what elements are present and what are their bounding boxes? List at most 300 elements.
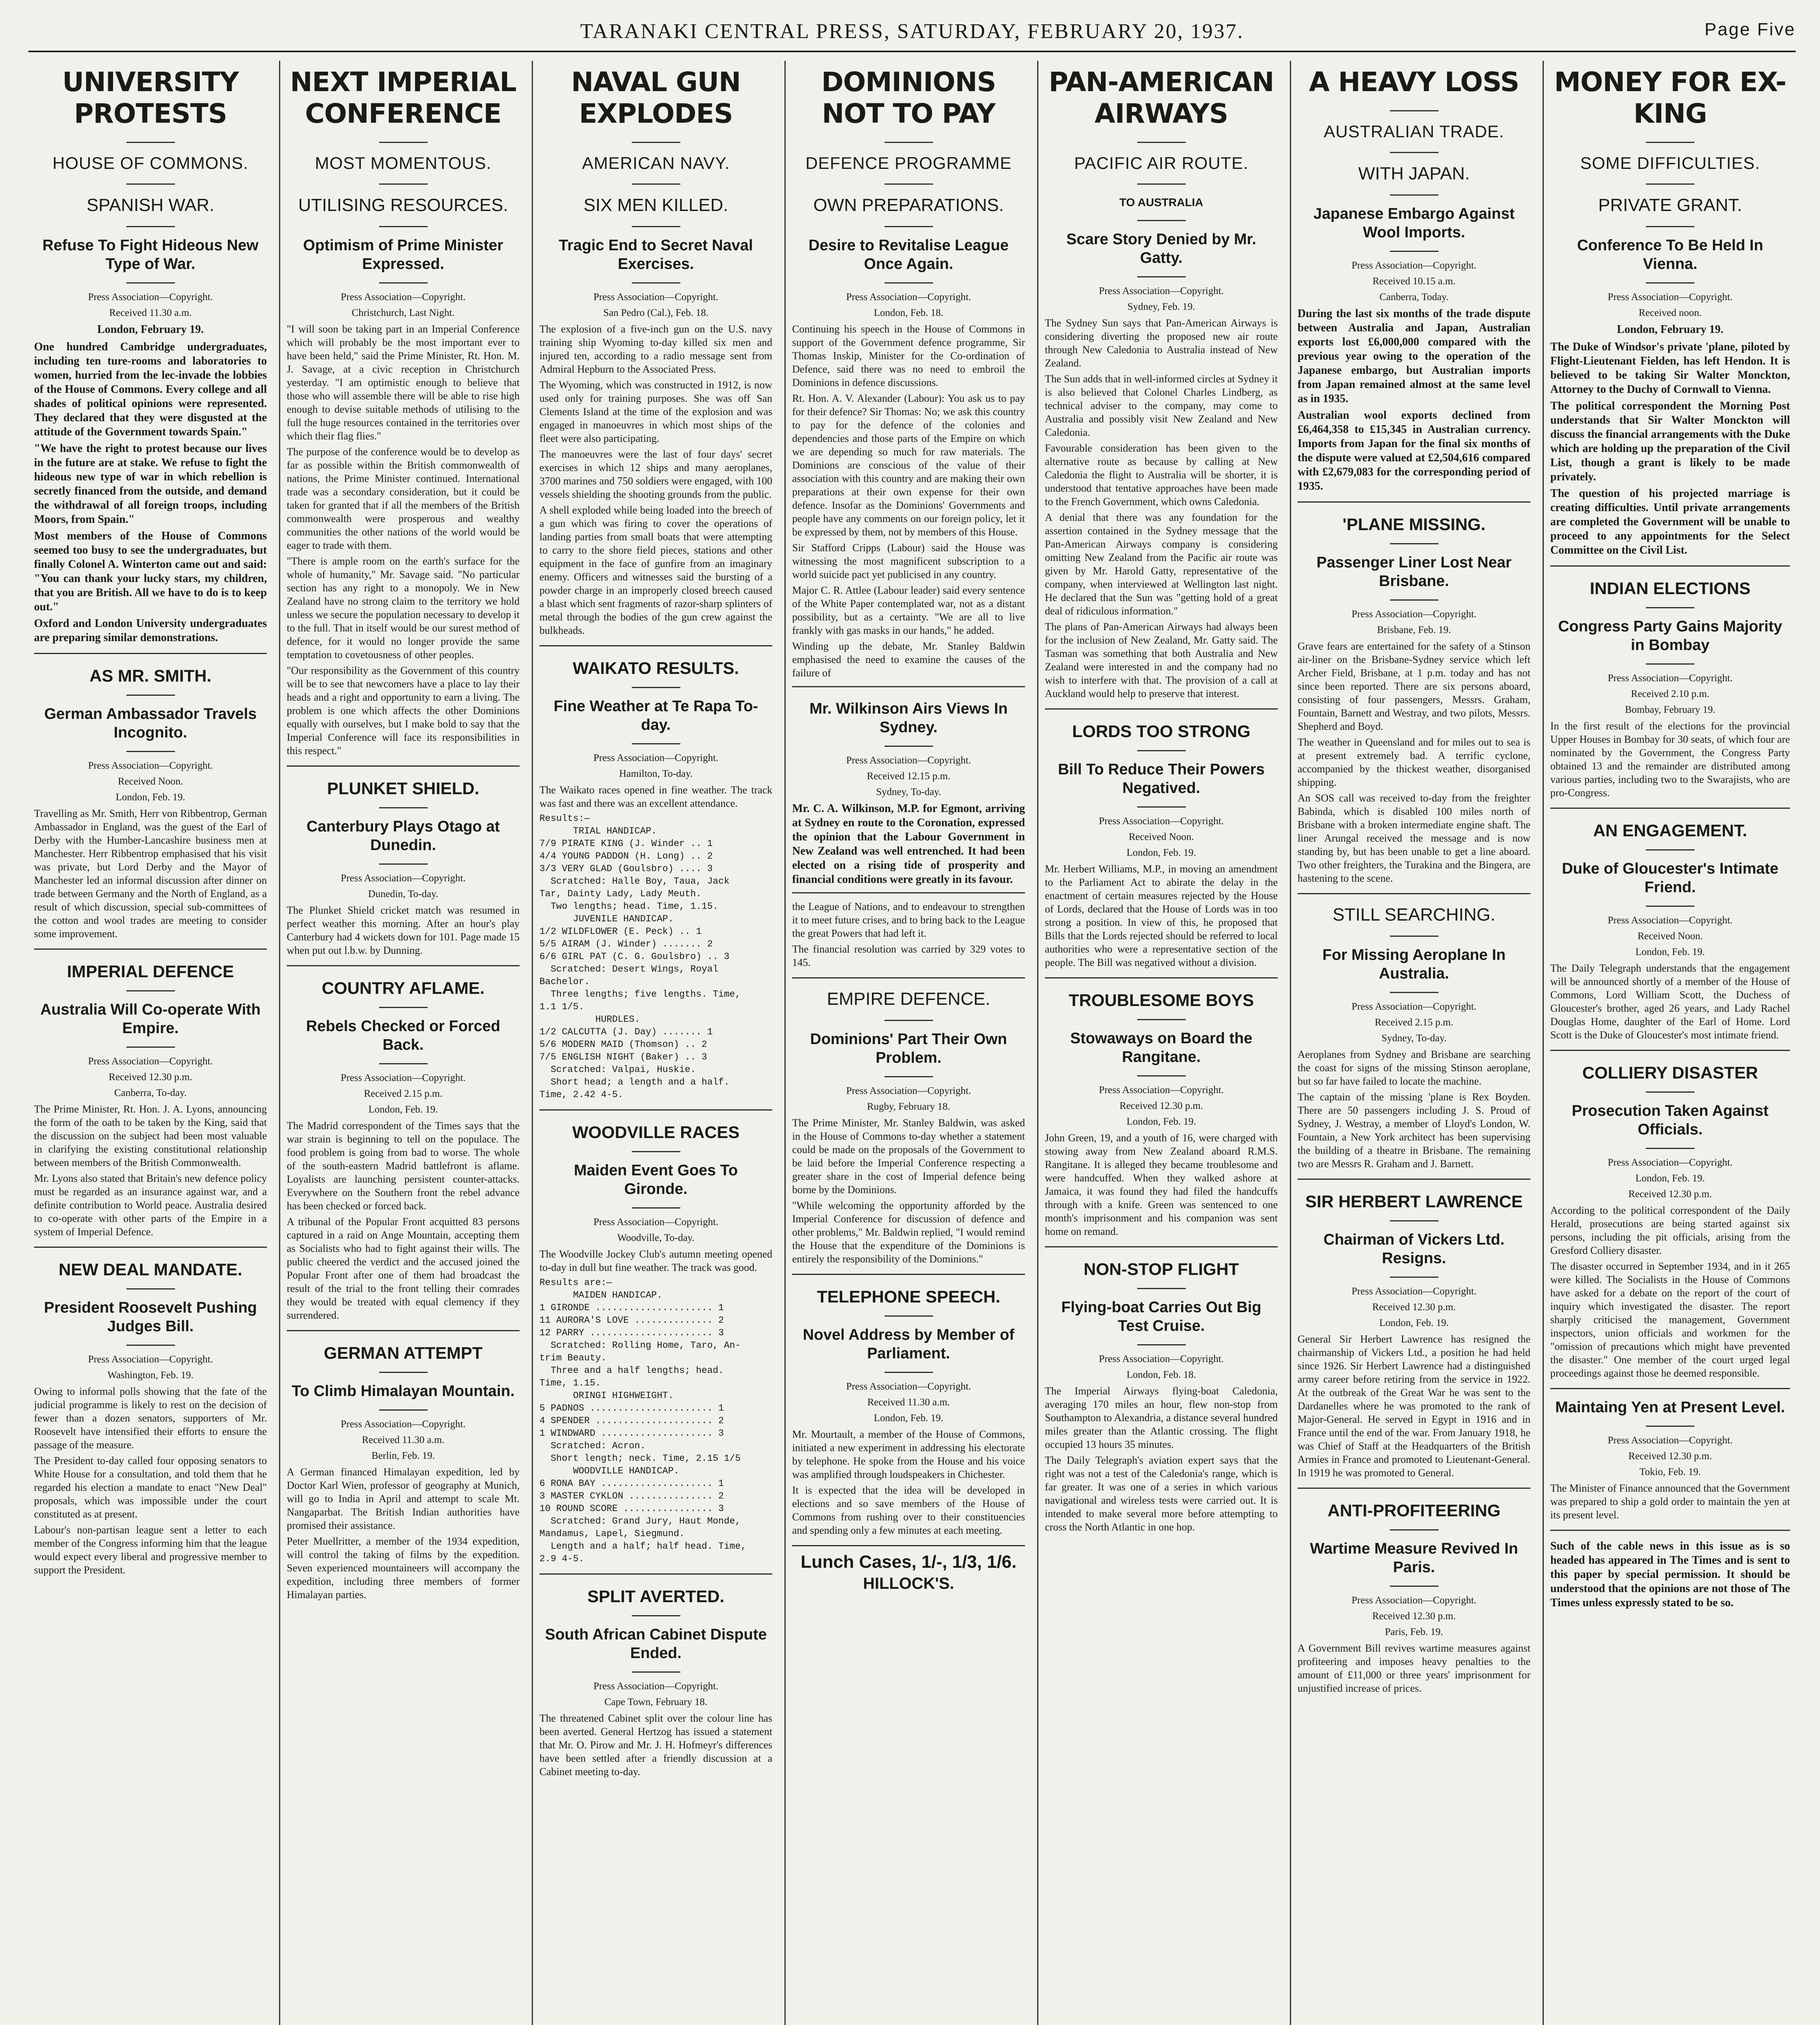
divider xyxy=(1646,183,1694,185)
deck: Stowaways on Board the Rangitane. xyxy=(1070,1030,1253,1066)
divider xyxy=(1137,276,1186,277)
dateline: London, Feb. 19. xyxy=(1126,847,1196,858)
credit: Press Association—Copyright. xyxy=(1351,1286,1477,1297)
column-rule xyxy=(1037,61,1038,2025)
article-text: Oxford and London University undergraduates are preparing similar demonstrations. xyxy=(34,617,267,644)
article-text: The Imperial Airways flying-boat Caledonia, averaging 170 miles an hour, flew non-stop from Southampton to Alexandria, a distance several hundred miles greater than the Atlantic crossing. The flight occupied 13 hours 35 minutes. xyxy=(1045,1385,1278,1450)
article-text: Favourable consideration has been given to the alternative route as because by calling at New Caledonia the flight to Australia will be shorter, it is understood that tentative approaches have been made to the French Government, which owns Caledonia. xyxy=(1045,442,1278,507)
section-heading: EMPIRE DEFENCE. xyxy=(827,989,991,1009)
divider xyxy=(884,226,933,227)
section-heading: NON-STOP FLIGHT xyxy=(1083,1260,1239,1279)
article-text: A Government Bill revives wartime measures against profiteering and imposes heavy penalties to the amount of £11,000 or three years' imprisonment for unjustified increase of prices. xyxy=(1298,1642,1530,1694)
credit: Press Association—Copyright. xyxy=(1099,1354,1224,1364)
divider xyxy=(1646,849,1694,850)
article-text: The Daily Telegraph's aviation expert says that the right was not a test of the Caledonia's range, which is far greater. It was one of a series in which various navigational and wireless tests were carried out. It is intended to make several more before attempting to cross the North Atlantic in one hop. xyxy=(1045,1454,1278,1533)
divider xyxy=(1390,152,1439,153)
article-text: Sir Stafford Cripps (Labour) said the House was witnessing the most magnificent subscription to a world suicide pact yet publicised in any country. xyxy=(792,542,1025,580)
divider xyxy=(632,1207,680,1209)
divider xyxy=(632,1151,680,1152)
divider xyxy=(632,743,680,744)
article-text: Mr. Mourtault, a member of the House of Commons, initiated a new experiment in addressing his electorate by telephone. He spoke from the House and his voice was amplified through loudspeakers in Chichester. xyxy=(792,1428,1025,1480)
received: Received 12.15 p.m. xyxy=(867,771,950,782)
divider xyxy=(539,1109,772,1111)
column-pan-american xyxy=(1039,61,1283,2025)
received: Received 11.30 a.m. xyxy=(867,1397,950,1408)
article-text: Mr. Herbert Williams, M.P., in moving an amendment to the Parliament Act to abirate the delay in the enactment of certain measures rejected by the House of Lords, declared that the House of Lords was in too strong a position. In view of this, he proposed that Bills that the Lords rejected should be referred to local authorities who were a representative section of the people. The Bill was negatived without a division. xyxy=(1045,863,1278,968)
masthead xyxy=(28,12,1796,52)
article-text: The manoeuvres were the last of four days' secret exercises in which 12 ships and many aeroplanes, 3700 marines and 750 soldiers were engaged, with 100 vessels shielding the shooting grounds from the public. xyxy=(539,448,772,500)
dateline: Hamilton, To-day. xyxy=(619,768,693,779)
dateline: London, Feb. 19. xyxy=(1635,946,1705,957)
section-heading: COLLIERY DISASTER xyxy=(1582,1063,1758,1082)
dateline: London, February 19. xyxy=(97,323,204,336)
divider xyxy=(1045,1246,1278,1247)
article-text: Aeroplanes from Sydney and Brisbane are searching the coast for signs of the missing Stinson aeroplane, but so far have failed to locate the machine. xyxy=(1298,1049,1530,1087)
credit: Press Association—Copyright. xyxy=(88,1354,213,1365)
article-text: "We have the right to protest because our lives in the future are at stake. We refuse to fight the hideous new type of war in which rebellion is secretly financed from the outside, and demand the withdrawal of all foreign troops, including Moors, from Spain." xyxy=(34,442,267,526)
divider xyxy=(1137,1019,1186,1020)
received: Received 11.30 a.m. xyxy=(362,1435,445,1445)
dateline: London, Feb. 19. xyxy=(368,1104,438,1115)
column-imperial-conference xyxy=(281,61,525,2025)
column-rule xyxy=(1543,61,1544,2025)
article-text: The Sun adds that in well-informed circles at Sydney it is also believed that Colonel Charles Lindberg, as technical adviser to the company, may come to Australia and possibly visit New Zealand and New Caledonia. xyxy=(1045,373,1278,438)
headline: A HEAVY LOSS xyxy=(1309,66,1519,98)
article-text: General Sir Herbert Lawrence has resigned the chairmanship of Vickers Ltd., a position he had held since 1926. Sir Herbert Lawrence had a distinguished army career before retiring from the service in 1922. At the outbreak of the Great War he was sent to the Dardanelles where he was promoted to the rank of Major-General. He served in Egypt in 1916 and in France until the end of the war. From January 1918, he was Chief of Staff at the Headquarters of the British Armies in France and promoted to Lieutenant-General. In 1919 he was promoted to General. xyxy=(1298,1333,1530,1479)
dateline: Sydney, To-day. xyxy=(1381,1033,1447,1044)
column-rule xyxy=(1290,61,1291,2025)
headline: MONEY FOR EX-KING xyxy=(1554,66,1786,129)
divider xyxy=(884,1315,933,1317)
advertiser-name: HILLOCK'S. xyxy=(863,1575,955,1592)
credit: Press Association—Copyright. xyxy=(1351,260,1477,271)
dateline: Woodville, To-day. xyxy=(617,1232,695,1243)
received: Received Noon. xyxy=(1128,831,1194,842)
divider xyxy=(1390,599,1439,601)
credit: Press Association—Copyright. xyxy=(1607,1157,1733,1168)
subheadline: SPANISH WAR. xyxy=(86,195,215,215)
subheadline: MOST MOMENTOUS. xyxy=(315,153,492,173)
divider xyxy=(126,1345,175,1346)
divider xyxy=(1298,893,1530,894)
divider xyxy=(884,746,933,747)
section-heading: SIR HERBERT LAWRENCE xyxy=(1305,1192,1523,1211)
divider xyxy=(792,1274,1025,1275)
article-text: A shell exploded while being loaded into the breech of a gun which was firing to cover the operations of landing parties from small boats that were attempting to carry to the shore field pieces, stations and other equipment in the face of gunfire from an imaginary enemy. Officers and witnesses said the bursting of a powder charge in an improperly closed breech caused a blast which sent fragments of razor-sharp splinters of metal through the bodies of the gun crew against the bulkheads. xyxy=(539,504,772,636)
deck: Maiden Event Goes To Gironde. xyxy=(574,1162,738,1198)
received: Received 12.30 p.m. xyxy=(1628,1451,1712,1462)
divider xyxy=(1298,501,1530,503)
article-text: The Plunket Shield cricket match was resumed in perfect weather this morning. After an hour's play Canterbury had 4 wickets down for 101. Page made 15 when put out l.b.w. by Dunning. xyxy=(287,904,520,956)
divider xyxy=(379,863,428,865)
divider xyxy=(632,226,680,227)
divider xyxy=(632,1615,680,1616)
article-text: Grave fears are entertained for the safety of a Stinson air-liner on the Brisbane-Sydney service which left Archer Field, Brisbane, at 1 p.m. today and has not since been reported. There are six persons aboard, consisting of four passengers, Messrs. Graham, Fountain, Barnett and Westray, and two pilots, Messrs. Shepherd and Boyd. xyxy=(1298,640,1530,732)
divider xyxy=(1646,282,1694,284)
received: Received 12.30 p.m. xyxy=(109,1072,192,1083)
received: Received Noon. xyxy=(1637,931,1703,942)
subheadline: SIX MEN KILLED. xyxy=(583,195,728,215)
deck: Fine Weather at Te Rapa To-day. xyxy=(554,698,758,733)
dateline: Sydney, Feb. 19. xyxy=(1127,301,1196,312)
divider xyxy=(1137,142,1186,143)
article-text: The Prime Minister, Rt. Hon. J. A. Lyons, announcing the form of the oath to be taken by the King, said that the discussion on the subject had been most valuable in clarifying the existing constitutional relationship between members of the British Commonwealth. xyxy=(34,1103,267,1168)
subheadline: UTILISING RESOURCES. xyxy=(298,195,508,215)
headline: UNIVERSITY PROTESTS xyxy=(62,66,239,129)
divider xyxy=(1137,806,1186,808)
article-text: Winding up the debate, Mr. Stanley Baldwin emphasised the need to examine the causes of the failure of xyxy=(792,640,1025,679)
credit: Press Association—Copyright. xyxy=(593,1681,718,1692)
deck: Passenger Liner Lost Near Brisbane. xyxy=(1316,554,1512,590)
deck: Refuse To Fight Hideous New Type of War. xyxy=(42,237,259,273)
credit: Press Association—Copyright. xyxy=(593,292,718,303)
divider xyxy=(884,1372,933,1373)
divider xyxy=(884,1020,933,1021)
divider xyxy=(792,977,1025,978)
deck: Wartime Measure Revived In Paris. xyxy=(1310,1540,1518,1576)
article-text: The explosion of a five-inch gun on the U.S. navy training ship Wyoming to-day killed six men and injured ten, according to a radio message sent from Admiral Hepburn to the Associated Press. xyxy=(539,323,772,375)
article-text: The Waikato races opened in fine weather. The track was fast and there was an excellent attendance. xyxy=(539,784,772,809)
divider xyxy=(1646,1091,1694,1093)
dateline: London, February 19. xyxy=(1617,323,1724,336)
article-text: It is expected that the idea will be developed in elections and so save members of the House of Commons from rushing over to their constituencies and spending only a few minutes at each meeting. xyxy=(792,1484,1025,1536)
credit: Press Association—Copyright. xyxy=(88,1056,213,1067)
section-heading: STILL SEARCHING. xyxy=(1332,905,1496,925)
deck: Desire to Revitalise League Once Again. xyxy=(808,237,1009,273)
credit: Press Association—Copyright. xyxy=(593,752,718,763)
article-text: The Duke of Windsor's private 'plane, piloted by Flight-Lieutenant Fielden, has left Hendon. It is believed to be taking Sir Walter Monckton, Attorney to the Duchy of Cornwall to Vienna. xyxy=(1550,341,1790,396)
divider xyxy=(287,965,520,966)
article-text: The purpose of the conference would be to develop as far as possible within the British commonwealth of nations, the Prime Minister continued. International trade was a secondary consideration, but it could be taken for granted that if all the members of the British commonwealth were prosperous and wealthy communities the other nations of the world would be eager to trade with them. xyxy=(287,446,520,551)
subheadline: TO AUSTRALIA xyxy=(1119,196,1203,209)
credit: Press Association—Copyright. xyxy=(1607,673,1733,684)
received: Received 11.30 a.m. xyxy=(109,307,192,318)
divider xyxy=(884,282,933,284)
column-rule xyxy=(279,61,280,2025)
deck: Congress Party Gains Majority in Bombay xyxy=(1558,618,1782,654)
section-heading: INDIAN ELECTIONS xyxy=(1590,579,1751,598)
article-text: Major C. R. Attlee (Labour leader) said every sentence of the White Paper contemplated war, not as a distant possibility, but as a certainty. "We are all to live frankly with gas masks in our hands," he added. xyxy=(792,584,1025,636)
dateline: London, Feb. 18. xyxy=(874,307,944,318)
divider xyxy=(1390,543,1439,544)
divider xyxy=(34,949,267,950)
dateline: Paris, Feb. 19. xyxy=(1385,1626,1443,1637)
deck: Tragic End to Secret Naval Exercises. xyxy=(558,237,753,273)
divider xyxy=(1646,1148,1694,1149)
divider xyxy=(126,142,175,143)
credit: Press Association—Copyright. xyxy=(846,755,971,766)
article-text: Most members of the House of Commons seemed too busy to see the undergraduates, but finally Colonel A. Winterton came out and said: "You can thank your lucky stars, my children, that you are British. All we have to do is to keep out." xyxy=(34,530,267,613)
divider xyxy=(1390,992,1439,993)
deck: Duke of Gloucester's Intimate Friend. xyxy=(1562,860,1779,896)
credit: Press Association—Copyright. xyxy=(1607,292,1733,303)
article-text: "While welcoming the opportunity afforded by the Imperial Conference for discussion of defence and other problems," Mr. Baldwin replied, "I would remind the House that the expenditure of the Dominions is entirely the responsibility of the Dominions." xyxy=(792,1200,1025,1265)
subheadline: OWN PREPARATIONS. xyxy=(813,195,1004,215)
divider xyxy=(1045,708,1278,710)
section-heading: SPLIT AVERTED. xyxy=(587,1587,725,1606)
divider xyxy=(126,751,175,752)
deck: Chairman of Vickers Ltd. Resigns. xyxy=(1323,1231,1505,1267)
received: Received 2.15 p.m. xyxy=(364,1088,443,1099)
article-text: The question of his projected marriage is creating difficulties. Until private arrangements are completed the Government will be unable to proceed to any appointments for the Select Committee on the Civil List. xyxy=(1550,487,1790,556)
column-money-for-ex-king xyxy=(1545,61,1796,2025)
column-naval-gun xyxy=(534,61,778,2025)
article-text: The plans of Pan-American Airways had always been for the inclusion of New Zealand, Mr. Gatty said. The Tasman was something that both Australia and New Zealand were interested in and the company had no wish to interfere with that. The provision of a call at Auckland would help to preserve that interest. xyxy=(1045,621,1278,699)
divider xyxy=(1298,1179,1530,1180)
divider xyxy=(1390,110,1439,111)
divider xyxy=(1550,1530,1790,1531)
article-text: the League of Nations, and to endeavour to strengthen it to meet future crises, and to bring back to the League the great Powers that had left it. xyxy=(792,901,1025,939)
section-heading: Maintaing Yen at Present Level. xyxy=(1555,1399,1785,1416)
divider xyxy=(379,807,428,808)
column-dominions-not-to-pay xyxy=(786,61,1031,2025)
divider xyxy=(1137,183,1186,185)
received: Received Noon. xyxy=(117,776,183,787)
divider xyxy=(1646,1426,1694,1427)
divider xyxy=(1137,220,1186,221)
received: Received 12.30 p.m. xyxy=(1628,1189,1712,1200)
deck: Optimism of Prime Minister Expressed. xyxy=(303,237,503,273)
divider xyxy=(126,183,175,185)
subheadline: AMERICAN NAVY. xyxy=(582,153,730,173)
divider xyxy=(1390,1220,1439,1221)
deck: Rebels Checked or Forced Back. xyxy=(306,1018,501,1053)
received: Received 2.15 p.m. xyxy=(1375,1017,1453,1028)
advertisement: Lunch Cases, 1/-, 1/3, 1/6. xyxy=(792,1545,1025,1572)
credit: Press Association—Copyright. xyxy=(846,292,971,303)
section-heading: COUNTRY AFLAME. xyxy=(322,978,485,998)
divider xyxy=(1045,977,1278,978)
headline: NEXT IMPERIAL CONFERENCE xyxy=(290,66,516,129)
article-text: The Minister of Finance announced that the Government was prepared to ship a gold order to maintain the yen at its present level. xyxy=(1550,1482,1790,1521)
divider xyxy=(1550,1388,1790,1389)
article-text: The weather in Queensland and for miles out to sea is at present extremely bad. A terrific cyclone, accompanied by the thickest weather, disorganised shipping. xyxy=(1298,736,1530,788)
credit: Press Association—Copyright. xyxy=(341,292,466,303)
article-text: The threatened Cabinet split over the colour line has been averted. General Hertzog has issued a statement that Mr. O. Pirow and Mr. J. H. Hofmeyr's differences have been settled after a friendly discussion at a Cabinet meeting to-day. xyxy=(539,1712,772,1778)
divider xyxy=(632,282,680,284)
article-text: Rt. Hon. A. V. Alexander (Labour): You ask us to pay for their defence? Sir Thomas: No; we ask this country to pay for the defence of the colonies and dependencies and those parts of the Empire on which we are depending so much for raw materials. The Dominions are conscious of the value of their association with this country and are making their own preparations at their own expense for their own defence. Insofar as the Dominions' Governments and people have any comments on our foreign policy, let it be expressed by them, not by members of this House. xyxy=(792,392,1025,538)
article-text: In the first result of the elections for the provincial Upper Houses in Bombay for 30 seats, of which four are nominated by the Government, the Congress Party obtained 13 and the remainder are distributed among various parties, including two to the Swarajists, who are pro-Congress. xyxy=(1550,720,1790,799)
article-text: The President to-day called four opposing senators to White House for a consultation, and told them that he regarded his election a mandate to enact "New Deal" proposals, which was impossible under the court constituted as at present. xyxy=(34,1455,267,1520)
article-text: The Prime Minister, Mr. Stanley Baldwin, was asked in the House of Commons to-day whether a statement could be made on the proposals of the Government to be laid before the Imperial Conference respecting a greater share in the cost of Imperial defence being borne by the Dominions. xyxy=(792,1117,1025,1196)
dateline: London, Feb. 19. xyxy=(874,1413,944,1424)
divider xyxy=(34,653,267,654)
credit: Press Association—Copyright. xyxy=(341,1419,466,1430)
column-heavy-loss xyxy=(1292,61,1536,2025)
deck: Novel Address by Member of Parliament. xyxy=(803,1326,1014,1362)
dateline: Tokio, Feb. 19. xyxy=(1639,1467,1701,1477)
dateline: Dunedin, To-day. xyxy=(368,889,439,900)
article-text: "Our responsibility as the Government of this country will be to see that newcomers have a place to lay their heads and a right and opportunity to earn a living. The problem is one which affects the other Dominions equally with ourselves, but I make bold to say that the Imperial Conference will face its responsibilities in this respect." xyxy=(287,665,520,757)
divider xyxy=(126,990,175,991)
dateline: Canberra, Today. xyxy=(1379,292,1449,303)
dateline: Rugby, February 18. xyxy=(867,1101,950,1112)
divider xyxy=(1298,1488,1530,1489)
section-heading: GERMAN ATTEMPT xyxy=(324,1343,483,1362)
article-text: A denial that there was any foundation for the assertion contained in the Sydney message that the Pan-American Airways company is considering omitting New Zealand from the Pacific air route was given by Mr. Harold Gatty, representative of the company, when interviewed at Wellington last night. He declared that the Sun was "getting hold of a great deal of ridiculous information." xyxy=(1045,512,1278,617)
divider xyxy=(1390,1586,1439,1587)
article-text: The Woodville Jockey Club's autumn meeting opened to-day in dull but fine weather. The track was good. xyxy=(539,1248,772,1273)
subheadline: WITH JAPAN. xyxy=(1358,164,1470,183)
deck: Prosecution Taken Against Officials. xyxy=(1572,1102,1769,1138)
section-heading: 'PLANE MISSING. xyxy=(1342,515,1486,534)
dateline: San Pedro (Cal.), Feb. 18. xyxy=(603,307,709,318)
divider xyxy=(287,1330,520,1331)
credit: Press Association—Copyright. xyxy=(341,1072,466,1083)
times-copyright-note: Such of the cable news in this issue as is so headed has appeared in The Times and is sent to this paper by special permission. It should be understood that the opinions are not those of The Times unless expressly stated to be so. xyxy=(1550,1540,1790,1609)
divider xyxy=(379,226,428,227)
deck: Flying-boat Carries Out Big Test Cruise. xyxy=(1061,1299,1262,1334)
article-text: John Green, 19, and a youth of 16, were charged with stowing away from New Zealand aboard R.M.S. Rangitane. It is alleged they became troublesome and were handcuffed. When they walked ashore at Jamaica, it was found they had filed the handcuffs through with a knife. Green was sentenced to one month's imprisonment and his companion was sent home on remand. xyxy=(1045,1132,1278,1237)
section-heading: AN ENGAGEMENT. xyxy=(1593,821,1748,840)
deck: Bill To Reduce Their Powers Negatived. xyxy=(1058,761,1265,797)
deck: Scare Story Denied by Mr. Gatty. xyxy=(1066,231,1256,266)
column-university-protests xyxy=(28,61,273,2025)
credit: Press Association—Copyright. xyxy=(1607,915,1733,926)
article-text: The financial resolution was carried by 329 votes to 145. xyxy=(792,943,1025,968)
deck: Dominions' Part Their Own Problem. xyxy=(810,1031,1007,1066)
article-text: During the last six months of the trade dispute between Australia and Japan, Australian exports lost £6,000,000 compared with the previous year owing to the operation of the Japanese embargo, but Australian imports from Japan remained almost at the same level as in 1935. xyxy=(1298,307,1530,405)
article-text: A tribunal of the Popular Front acquitted 83 persons captured in a raid on Ange Mountain, accepting them as Socialists who had to fight against their wills. The public cheered the verdict and the accused joined the Popular Front after one of them had broadcast the result of the trial to the front telling their comrades they would be treated with equal clemency if they surrendered. xyxy=(287,1216,520,1321)
deck: Japanese Embargo Against Wool Imports. xyxy=(1313,205,1515,241)
deck: For Missing Aeroplane In Australia. xyxy=(1322,946,1506,982)
divider xyxy=(632,1671,680,1673)
divider xyxy=(1390,194,1439,196)
subheadline: HOUSE OF COMMONS. xyxy=(52,153,249,173)
divider xyxy=(1550,808,1790,809)
deck: Australia Will Co-operate With Empire. xyxy=(40,1001,261,1037)
section-heading: TROUBLESOME BOYS xyxy=(1068,991,1254,1010)
divider xyxy=(539,1573,772,1575)
deck: German Ambassador Travels Incognito. xyxy=(44,706,257,741)
deck: South African Cabinet Dispute Ended. xyxy=(545,1626,767,1662)
credit: Press Association—Copyright. xyxy=(846,1085,971,1096)
divider xyxy=(1137,750,1186,751)
section-heading: AS MR. SMITH. xyxy=(90,666,211,685)
section-heading: LORDS TOO STRONG xyxy=(1072,722,1251,741)
article-text: The Wyoming, which was constructed in 1912, is now used only for training purposes. She was off San Clements Island at the time of the explosion and was engaged in manoeuvres in which most ships of the fleet were also participating. xyxy=(539,379,772,444)
dateline: Christchurch, Last Night. xyxy=(352,307,455,318)
article-text: The political correspondent the Morning Post understands that Sir Walter Monckton will discuss the financial arrangements with the Duke which are holding up the preparation of the Civil List, though a grant is likely to be made privately. xyxy=(1550,400,1790,483)
masthead-title: TARANAKI CENTRAL PRESS, SATURDAY, FEBRUARY 20, 1937. xyxy=(580,20,1244,43)
article-text: The Daily Telegraph understands that the engagement will be announced shortly of a member of the House of Commons, Lord William Scott, the Duchess of Gloucester's brother, aged 26 years, and Lady Rachel Douglas Home, daughter of the Earl of Home. Lord Scott is the Duke of Gloucester's most intimate friend. xyxy=(1550,962,1790,1041)
divider xyxy=(1550,565,1790,567)
credit: Press Association—Copyright. xyxy=(1351,1595,1477,1606)
dateline: Berlin, Feb. 19. xyxy=(371,1450,435,1461)
divider xyxy=(1646,607,1694,608)
divider xyxy=(632,142,680,143)
article-text: "There is ample room on the earth's surface for the whole of humanity," Mr. Savage said. "No particular section has any right to a monopoly. We in New Zealand have no strong claim to the territory we hold unless we secure the population necessary to develop it to the full. That in itself would be our surest method of defence, for it would no longer provide the same temptation to covetousness of other peoples. xyxy=(287,555,520,661)
divider xyxy=(379,142,428,143)
divider xyxy=(632,687,680,688)
divider xyxy=(34,1247,267,1248)
divider xyxy=(379,1007,428,1008)
article-text: Mr. C. A. Wilkinson, M.P. for Egmont, arriving at Sydney en route to the Coronation, expressed the opinion that the Labour Government in New Zealand was well entrenched. It had been elected on a rising tide of prosperity and financial conditions were greatly in its favour. xyxy=(792,802,1025,886)
divider xyxy=(1137,1344,1186,1345)
article-text: Australian wool exports declined from £6,464,358 to £15,345 in Australian currency. Imports from Japan for the final six months of the dispute were valued at £2,504,616 compared with £2,679,083 for the corresponding period of 1935. xyxy=(1298,409,1530,492)
article-text: Owing to informal polls showing that the fate of the judicial programme is likely to rest on the decision of fewer than a dozen senators, supporters of Mr. Roosevelt have intensified their efforts to ensure the passage of the measure. xyxy=(34,1386,267,1451)
divider xyxy=(1646,226,1694,227)
credit: Press Association—Copyright. xyxy=(88,292,213,303)
credit: Press Association—Copyright. xyxy=(341,873,466,884)
section-heading: IMPERIAL DEFENCE xyxy=(67,962,234,981)
article-text: One hundred Cambridge undergraduates, including ten ture-rooms and laboratories to women, hurried from the lec-invade the lobbies of the House of Commons. Every college and all shades of political opinions were represented. They declared that they were disgusted at the attitude of the Government towards Spain." xyxy=(34,341,267,438)
divider xyxy=(1390,1277,1439,1278)
article-text: The Madrid correspondent of the Times says that the war strain is beginning to tell on the populace. The food problem is going from bad to worse. The whole of the south-eastern Madrid battlefront is aflame. Loyalists are launching persistent counter-attacks. Everywhere on the Southern front the rebel advance has been checked or forced back. xyxy=(287,1120,520,1212)
received: Received noon. xyxy=(1639,307,1702,318)
divider xyxy=(287,765,520,767)
section-heading: ANTI-PROFITEERING xyxy=(1328,1501,1500,1520)
divider xyxy=(126,226,175,227)
received: Received 12.30 p.m. xyxy=(1372,1302,1456,1313)
divider xyxy=(379,1409,428,1411)
subheadline: AUSTRALIAN TRADE. xyxy=(1323,122,1505,141)
divider xyxy=(884,142,933,143)
divider xyxy=(632,183,680,185)
divider xyxy=(379,183,428,185)
column-rule xyxy=(784,61,786,2025)
article-text: The Sydney Sun says that Pan-American Airways is considering diverting the proposed new air route through New Caledonia to Australia instead of New Zealand. xyxy=(1045,317,1278,369)
divider xyxy=(1137,1288,1186,1289)
headline: NAVAL GUN EXPLODES xyxy=(571,66,741,129)
boxed-story xyxy=(792,686,1025,893)
section-heading: TELEPHONE SPEECH. xyxy=(817,1287,1000,1306)
divider xyxy=(1646,142,1694,143)
article-text: The captain of the missing 'plane is Rex Boyden. There are 50 passengers including J. S. Proud of Sydney, J. Westray, a member of Lloyd's London, W. Fountain, a New York architect has been supervising the building of a theatre in Brisbane. The remaining two are Messrs R. Graham and J. Barnett. xyxy=(1298,1091,1530,1170)
divider xyxy=(126,1047,175,1048)
received: Received 12.30 p.m. xyxy=(1119,1100,1203,1111)
section-heading: PLUNKET SHIELD. xyxy=(327,779,480,798)
divider xyxy=(379,282,428,284)
dateline: London, Feb. 19. xyxy=(1635,1173,1705,1184)
divider xyxy=(1137,1075,1186,1076)
article-text: According to the political correspondent of the Daily Herald, prosecutions are being started against six persons, including the pit officials, arising from the Gresford Colliery disaster. xyxy=(1550,1204,1790,1256)
article-text: Peter Muellritter, a member of the 1934 expedition, will control the taking of films by the expedition. Seven experienced mountaineers will accompany the expedition, including three members of former Himalayan parties. xyxy=(287,1535,520,1601)
dateline: London, Feb. 19. xyxy=(115,792,185,803)
subheadline: DEFENCE PROGRAMME xyxy=(805,153,1012,173)
divider xyxy=(1646,663,1694,665)
credit: Press Association—Copyright. xyxy=(1099,1085,1224,1096)
headline: DOMINIONS NOT TO PAY xyxy=(821,66,996,129)
article-text: A German financed Himalayan expedition, led by Doctor Karl Wien, professor of geography at Munich, will go to India in April and attempt to scale Mt. Nangaparbat. The British Indian authorities have promised their assistance. xyxy=(287,1466,520,1531)
divider xyxy=(539,645,772,646)
divider xyxy=(126,1288,175,1290)
credit: Press Association—Copyright. xyxy=(1099,816,1224,827)
subheadline: PRIVATE GRANT. xyxy=(1598,195,1742,215)
dateline: Washington, Feb. 19. xyxy=(107,1370,194,1381)
article-text: Continuing his speech in the House of Commons in support of the Government defence programme, Sir Thomas Inskip, Minister for the Co-ordination of Defence, said there was no need to embroil the Dominions in defence discussions. xyxy=(792,323,1025,388)
received: Received 12.30 p.m. xyxy=(1372,1611,1456,1622)
credit: Press Association—Copyright. xyxy=(1351,1001,1477,1012)
article-text: Mr. Lyons also stated that Britain's new defence policy must be regarded as an insurance against war, and a definite contribution to World peace. Australia desired to co-operate with other parts of the Empire in a system of Imperial Defence. xyxy=(34,1172,267,1238)
deck: President Roosevelt Pushing Judges Bill. xyxy=(44,1299,257,1335)
race-results: Results are:— MAIDEN HANDICAP. 1 GIRONDE ..................... 1 11 AURORA'S LOVE .............. 2 12 PARRY ...................... 3 Scratched: Rolling Home, Taro, An- trim Beauty. Three and a half lengths; head. Time, 1.15. ORINGI HIGHWEIGHT. 5 PADNOS ...................... 1 4 SPENDER ..................... 2 1 WINDWARD .................... 3 Scratched: Acron. Short length; neck. Time, 2.15 1/5 WOODVILLE HANDICAP. 6 RONA BAY .................... 1 3 MASTER CYKLON ............... 2 10 ROUND SCORE ................ 3 Scratched: Grand Jury, Haut Monde, Mandamus, Lapel, Siegmund. Length and a half; half head. Time, 2.9 4-5. xyxy=(539,1277,746,1564)
dateline: Cape Town, February 18. xyxy=(604,1697,708,1707)
credit: Press Association—Copyright. xyxy=(1607,1435,1733,1446)
section-heading: WOODVILLE RACES xyxy=(572,1123,740,1142)
dateline: London, Feb. 19. xyxy=(1126,1116,1196,1127)
article-text: Labour's non-partisan league sent a letter to each member of the Congress informing him that the league would expect every liberal and progressive member to support the President. xyxy=(34,1524,267,1576)
dateline: Canberra, To-day. xyxy=(114,1087,187,1098)
divider xyxy=(1390,936,1439,937)
divider xyxy=(126,282,175,284)
subheadline: PACIFIC AIR ROUTE. xyxy=(1074,153,1249,173)
dateline: London, Feb. 19. xyxy=(1379,1317,1449,1328)
divider xyxy=(379,1372,428,1373)
credit: Press Association—Copyright. xyxy=(846,1381,971,1392)
credit: Press Association—Copyright. xyxy=(88,760,213,771)
deck: To Climb Himalayan Mountain. xyxy=(292,1383,515,1400)
